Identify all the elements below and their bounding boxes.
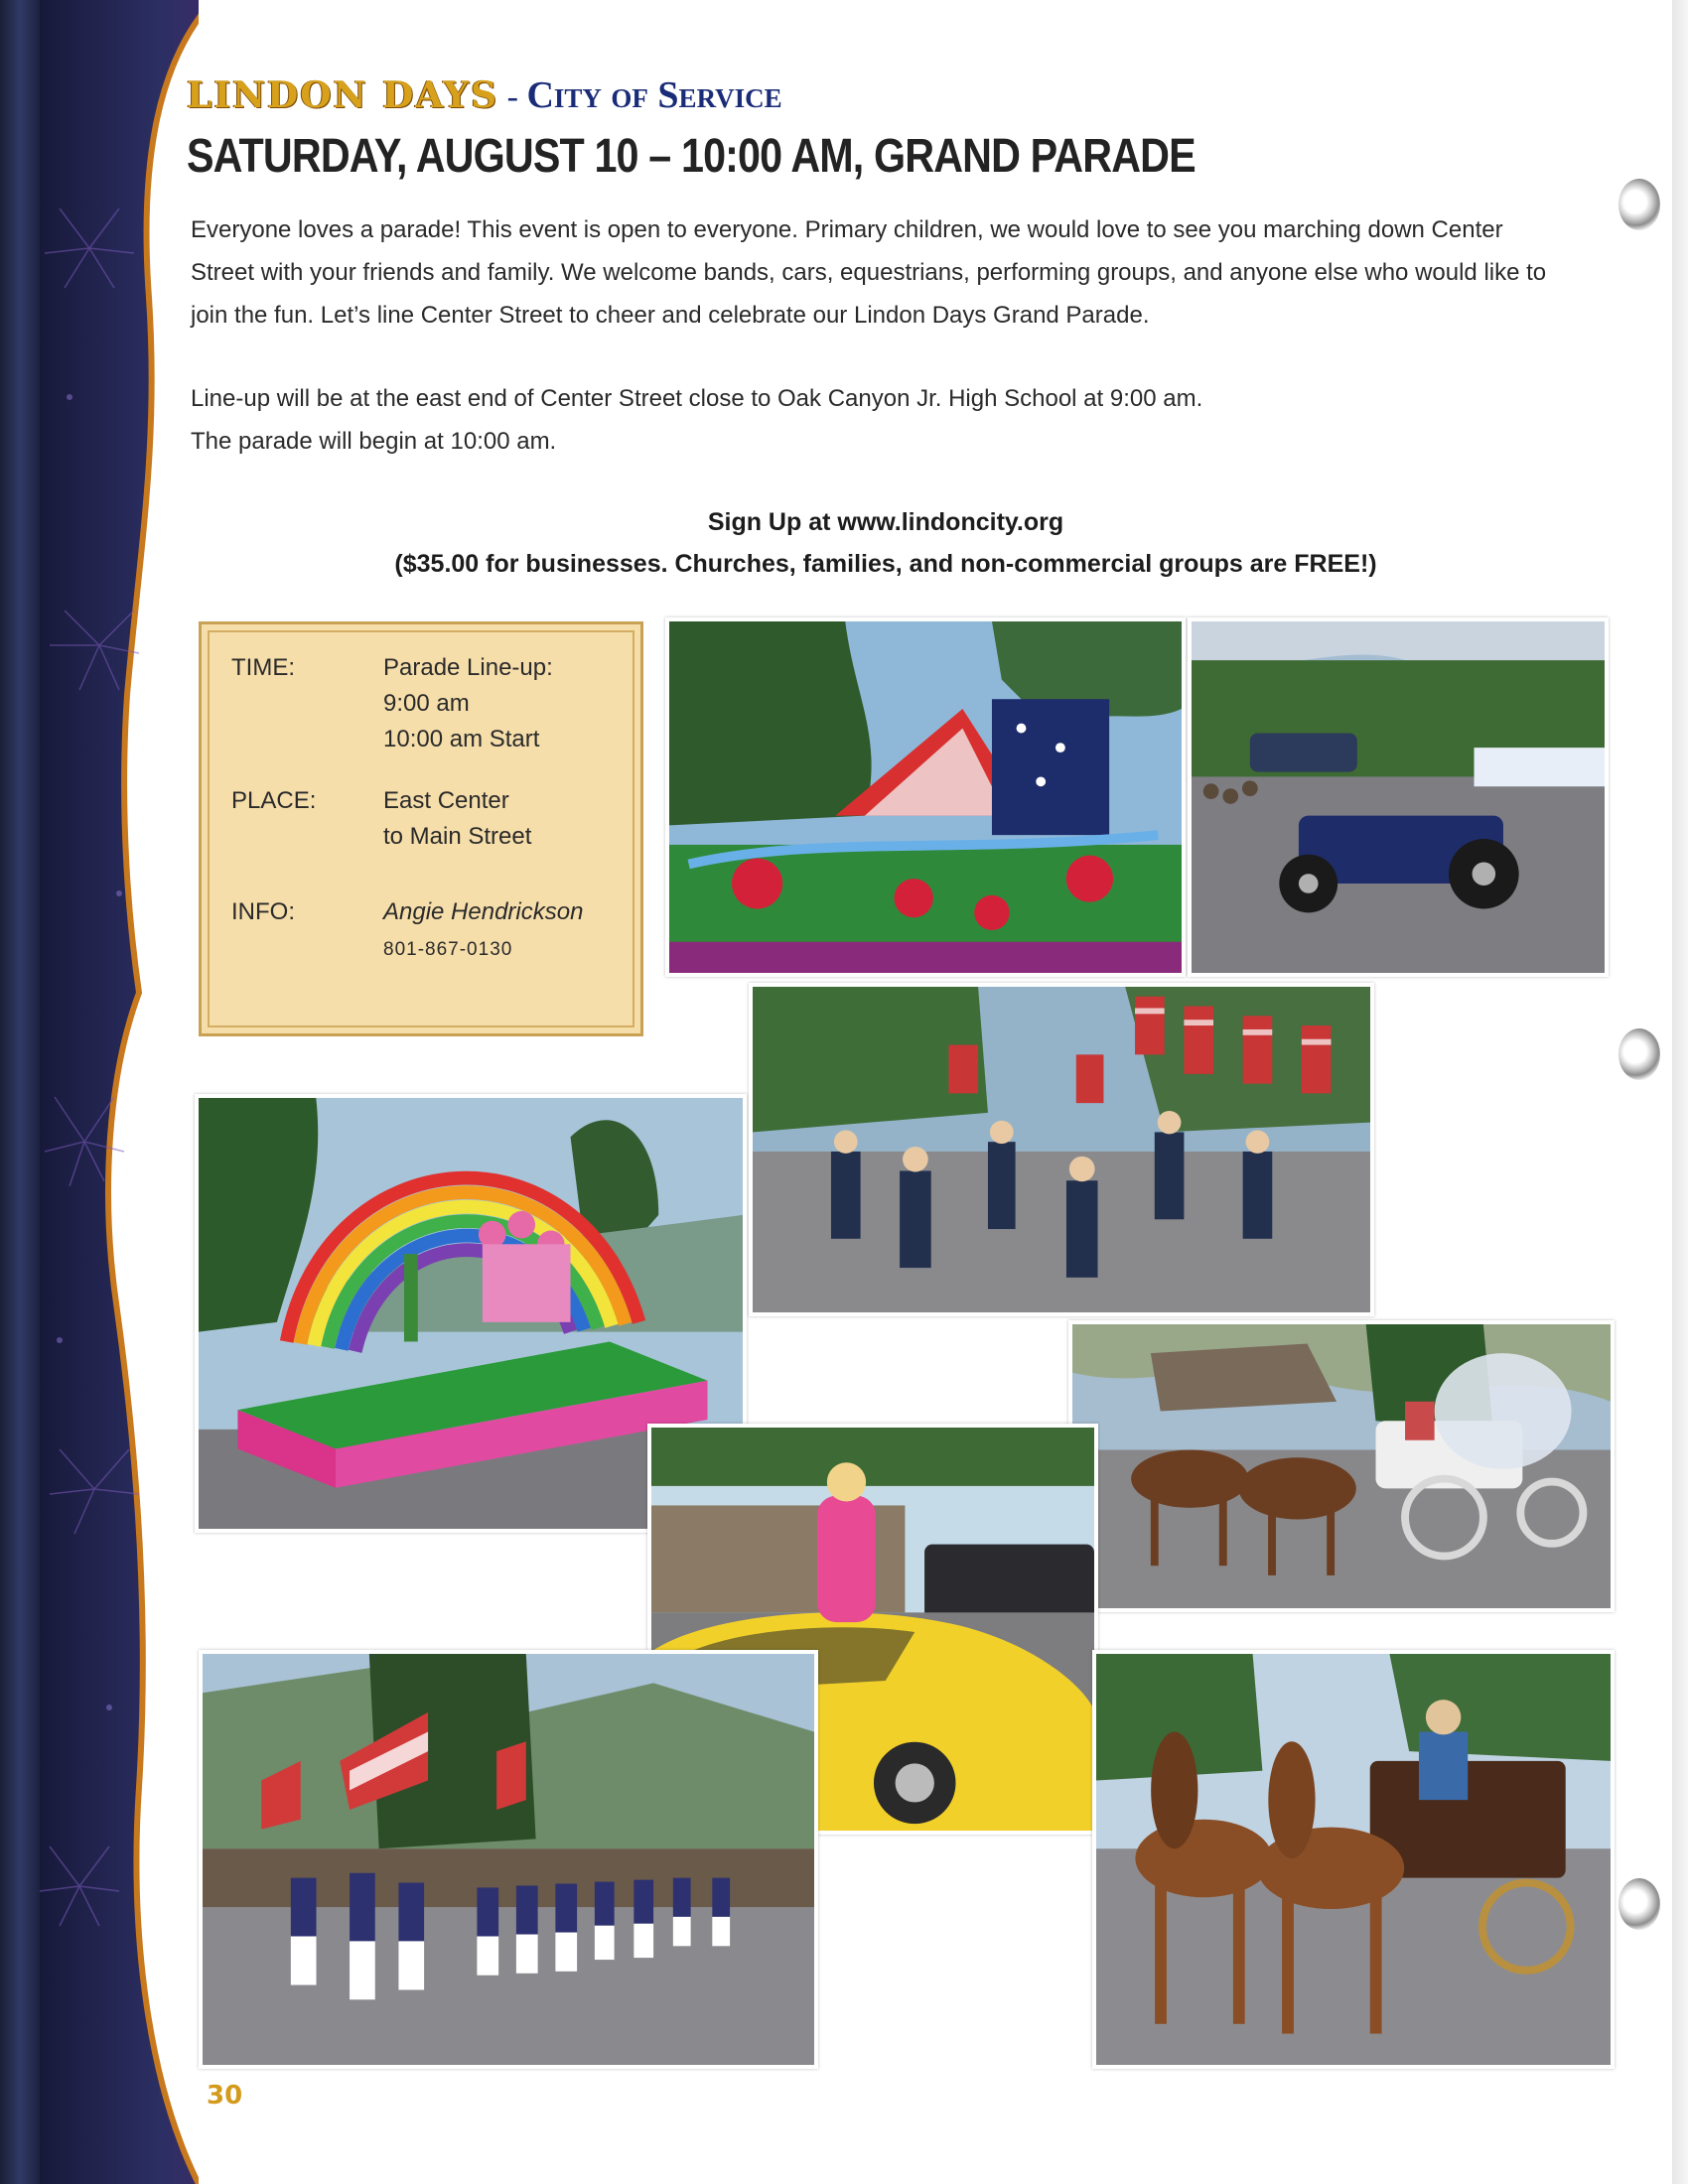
page-header	[187, 73, 782, 117]
lineup-line-1: Line-up will be at the east end of Center Street close to Oak Canyon Jr. High School at 9:00 am.	[191, 385, 1203, 412]
scouts-with-flags-photo	[749, 983, 1374, 1316]
event-info-box	[199, 621, 643, 1036]
binder-ring	[1618, 179, 1660, 230]
place-line: East Center	[383, 787, 509, 814]
intro-paragraph: Everyone loves a parade! This event is open to everyone. Primary children, we would love to see you marching down Center Street with your friends and family. We welcome bands, cars, equestrians, performing groups, and anyone else who would like to join the fun. Let’s line Center Street to cheer and celebrate our Lindon Days Grand Parade.	[191, 216, 1547, 329]
signup-line: Sign Up at www.lindoncity.org	[707, 508, 1064, 536]
marching-band-photo	[199, 1650, 818, 2069]
horse-carriage-photo	[1068, 1320, 1615, 1612]
lineup-line-2: The parade will begin at 10:00 am.	[191, 428, 557, 455]
strawberry-float-photo	[665, 617, 1186, 977]
time-line: Parade Line-up:	[383, 654, 553, 681]
header-separator: -	[498, 78, 527, 115]
contact-phone: 801-867-0130	[383, 939, 513, 960]
series-subtitle: City of Service	[526, 74, 782, 116]
time-label: TIME:	[231, 654, 295, 681]
binder-ring	[1618, 1878, 1660, 1930]
hot-rod-car-photo	[1188, 617, 1609, 977]
page-edge-shadow	[1672, 0, 1688, 2184]
event-headline: SATURDAY, AUGUST 10 – 10:00 AM, GRAND PARADE	[187, 130, 1196, 183]
page-number: 30	[207, 2081, 243, 2111]
info-label: INFO:	[231, 898, 295, 925]
place-line: to Main Street	[383, 823, 532, 850]
time-line: 10:00 am Start	[383, 726, 540, 752]
time-value	[383, 650, 553, 757]
place-label: PLACE:	[231, 787, 317, 814]
contact-name: Angie Hendrickson	[383, 898, 584, 925]
time-line: 9:00 am	[383, 690, 470, 717]
lineup-paragraph	[191, 377, 1561, 463]
pricing-line: ($35.00 for businesses. Churches, families, and non-commercial groups are FREE!)	[394, 550, 1377, 578]
horse-wagon-photo	[1092, 1650, 1615, 2069]
series-title: LINDON DAYS	[187, 74, 499, 116]
place-value	[383, 783, 531, 855]
decorative-fireworks-band	[0, 0, 199, 2184]
binder-ring	[1618, 1028, 1660, 1080]
